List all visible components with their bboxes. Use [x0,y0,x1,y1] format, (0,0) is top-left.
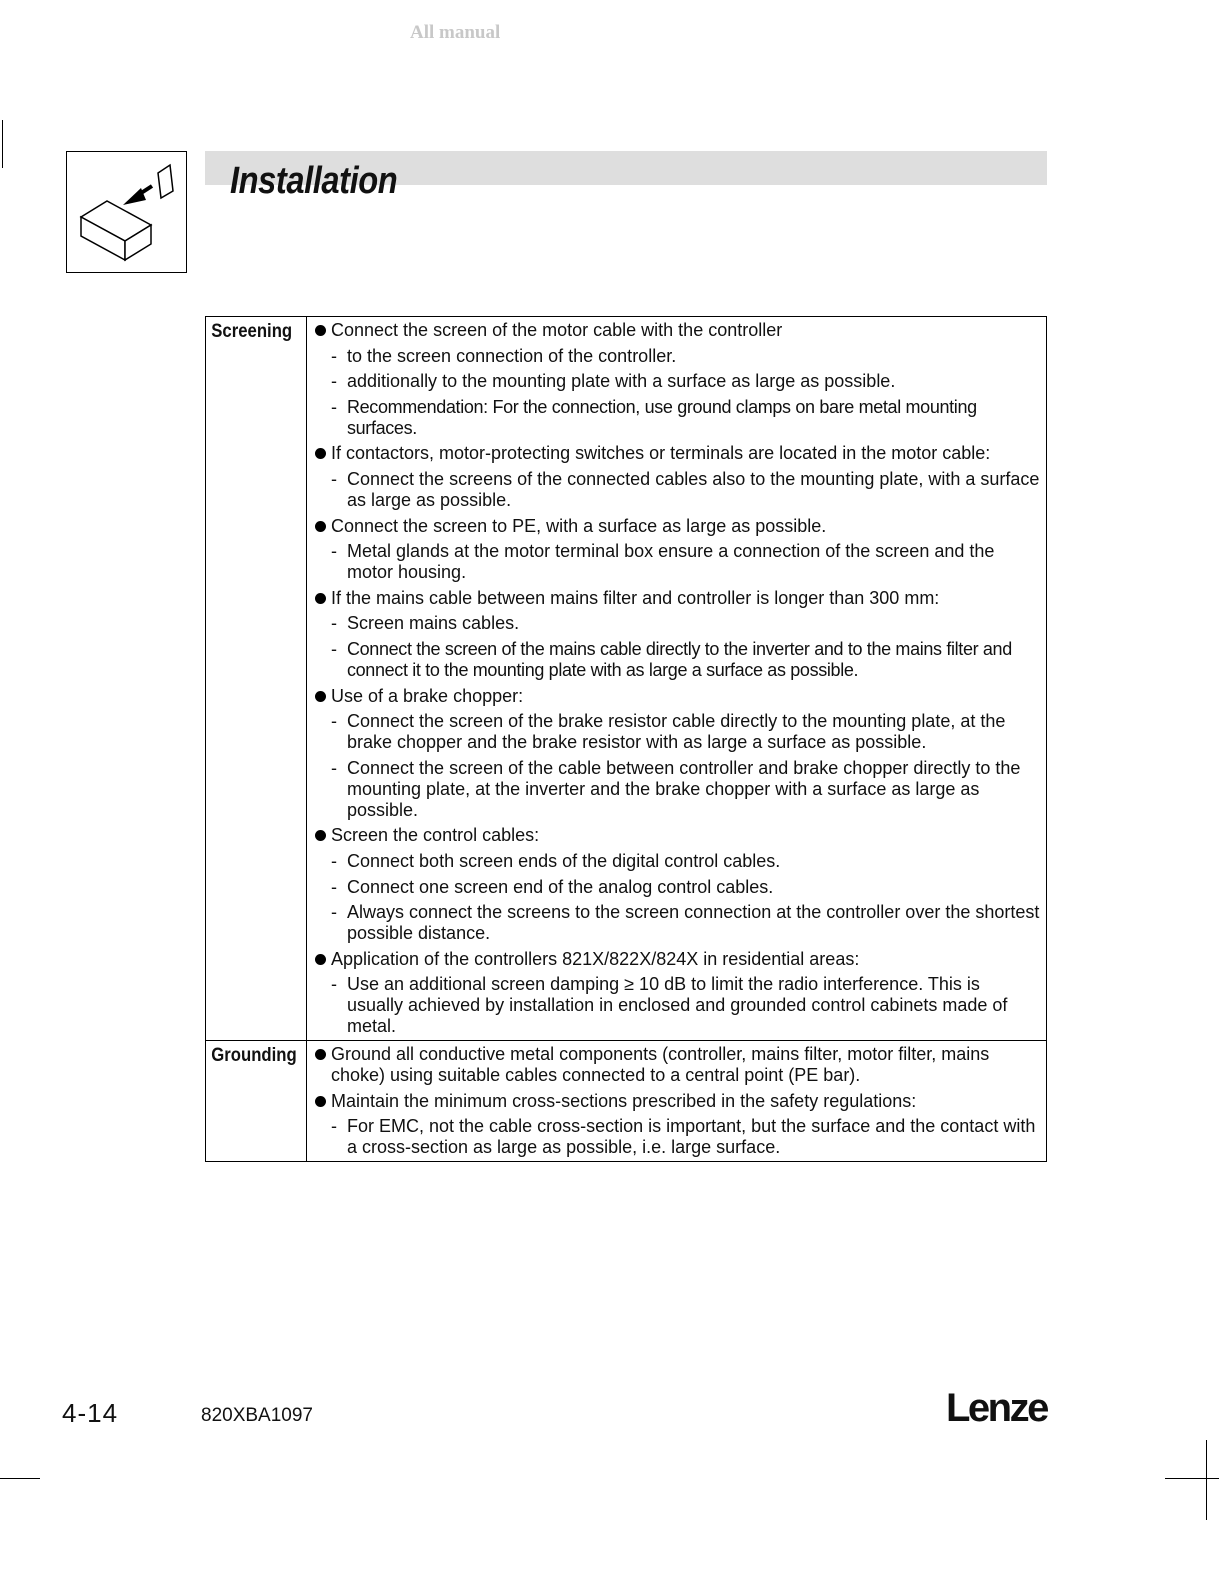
bullet-item [315,686,1040,707]
sub-item-text: additionally to the mounting plate with a surface as large as possible. [347,371,896,392]
sub-item: - Use an additional screen damping ≥ 10 dB to limit the radio interference. This is usually achieved by installation in enclosed and grounded control cabinets made of metal. [331,974,1008,1037]
sub-item: - Connect the screens of the connected cables also to the mounting plate, with a surface as large as possible. [331,468,1040,510]
sub-item: - additionally to the mounting plate with a surface as large as possible. [331,371,896,392]
document-code: 820XBA1097 [201,1405,313,1426]
bullet-item [315,949,1040,970]
bullet-dot-icon [315,954,326,965]
watermark: All manual [410,22,501,43]
bullet-item [315,1044,1040,1086]
sub-item-text: Use an additional screen damping ≥ 10 dB to limit the radio interference. This is usually achieved by installation in enclosed and grounded control cabinets made of metal. [347,974,1008,1037]
sub-item-text: For EMC, not the cable cross-section is important, but the surface and the contact with a cross-section as large as possible, i.e. large surface. [347,1116,1036,1158]
page-number: 4-14 [62,1398,119,1428]
bullet-dot-icon [315,1049,326,1060]
crop-mark-bottom-left [0,1478,40,1479]
sub-item: - For EMC, not the cable cross-section is important, but the surface and the contact with a cross-section as large as possible, i.e. large surface. [331,1116,1036,1158]
bullet-dot-icon [315,691,326,702]
sub-item-text: to the screen connection of the controller. [347,345,677,366]
bullet-text: Connect the screen of the motor cable with the controller [331,320,783,340]
bullet-item [315,588,1040,609]
bullet-text: Ground all conductive metal components (controller, mains filter, motor filter, mains choke) using suitable cables connected to a central point (PE bar). [331,1044,990,1086]
bullet-text: Connect the screen to PE, with a surface as large as possible. [331,515,827,536]
brand-logo: Lenze [946,1386,1047,1430]
bullet-text: Application of the controllers 821X/822X/824X in residential areas: [331,948,860,969]
row-label-cell [206,1041,307,1162]
sub-item-text: Connect the screen of the brake resistor cable directly to the mounting plate, at the brake chopper and the brake resistor with as large a surface as possible. [347,711,1006,753]
bullet-text: Screen the control cables: [331,825,540,846]
sub-item: - Connect one screen end of the analog control cables. [331,876,774,897]
bullet-item [315,825,1040,846]
sub-item-text: Always connect the screens to the screen connection at the controller over the shortest possible distance. [347,902,1040,944]
sub-item: - Connect the screen of the mains cable directly to the inverter and to the mains filter and connect it to the mounting plate with as large a surface as possible. [331,638,1012,680]
sub-item: - Connect the screen of the cable between controller and brake chopper directly to the mounting plate, at the inverter and the brake chopper with a surface as large as possible. [331,757,1021,820]
sub-item-text: Recommendation: For the connection, use ground clamps on bare metal mounting surfaces. [347,396,977,438]
bullet-text: Maintain the minimum cross-sections prescribed in the safety regulations: [331,1090,917,1111]
bullet-dot-icon [315,448,326,459]
sub-item-text: Connect both screen ends of the digital control cables. [347,850,781,871]
page-title: Installation [230,160,398,202]
bullet-dot-icon [315,1096,326,1107]
sub-item-text: Connect the screen of the cable between controller and brake chopper directly to the mounting plate, at the inverter and the brake chopper with a surface as large as possible. [347,757,1021,820]
bullet-dot-icon [315,830,326,841]
crop-mark-bottom-right-v [1206,1440,1207,1520]
table-row-screening [206,317,1047,1041]
sub-item: - Connect the screen of the brake resistor cable directly to the mounting plate, at the brake chopper and the brake resistor with as large a surface as possible. [331,711,1006,753]
bullet-item [315,320,1040,341]
bullet-text: Use of a brake chopper: [331,685,524,706]
sub-item-text: Connect the screens of the connected cables also to the mounting plate, with a surface as large as possible. [347,468,1040,510]
bullet-text: If contactors, motor-protecting switches or terminals are located in the motor cable: [331,443,991,464]
row-label-grounding: Grounding [211,1045,297,1067]
sub-item: - Recommendation: For the connection, use ground clamps on bare metal mounting surfaces. [331,396,977,438]
sub-item: - Metal glands at the motor terminal box ensure a connection of the screen and the motor housing. [331,541,995,583]
installation-icon-frame [66,151,187,273]
crop-mark-top-left [2,120,3,168]
sub-item-text: Metal glands at the motor terminal box ensure a connection of the screen and the motor housing. [347,541,995,583]
content-table [205,316,1047,1162]
sub-item: - to the screen connection of the controller. [331,345,677,366]
sub-item-text: Screen mains cables. [347,613,520,634]
bullet-dot-icon [315,593,326,604]
installation-box-arrow-icon [67,152,186,272]
sub-item-text: Connect one screen end of the analog control cables. [347,876,774,897]
bullet-item [315,516,1040,537]
row-content-grounding [307,1041,1047,1162]
row-label-cell [206,317,307,1041]
sub-item: - Screen mains cables. [331,613,520,634]
bullet-text: If the mains cable between mains filter and controller is longer than 300 mm: [331,587,940,608]
bullet-dot-icon [315,325,326,336]
sub-item: - Connect both screen ends of the digital control cables. [331,850,781,871]
bullet-item [315,443,1040,464]
row-label-screening: Screening [211,321,293,342]
crop-mark-bottom-right-h [1165,1478,1219,1479]
sub-item: - Always connect the screens to the screen connection at the controller over the shortest possible distance. [331,902,1040,944]
table-row-grounding [206,1041,1047,1162]
row-content-screening [307,317,1047,1041]
bullet-dot-icon [315,521,326,532]
bullet-item [315,1091,1040,1112]
sub-item-text: Connect the screen of the mains cable directly to the inverter and to the mains filter and connect it to the mounting plate with as large a surface as possible. [347,638,1012,680]
